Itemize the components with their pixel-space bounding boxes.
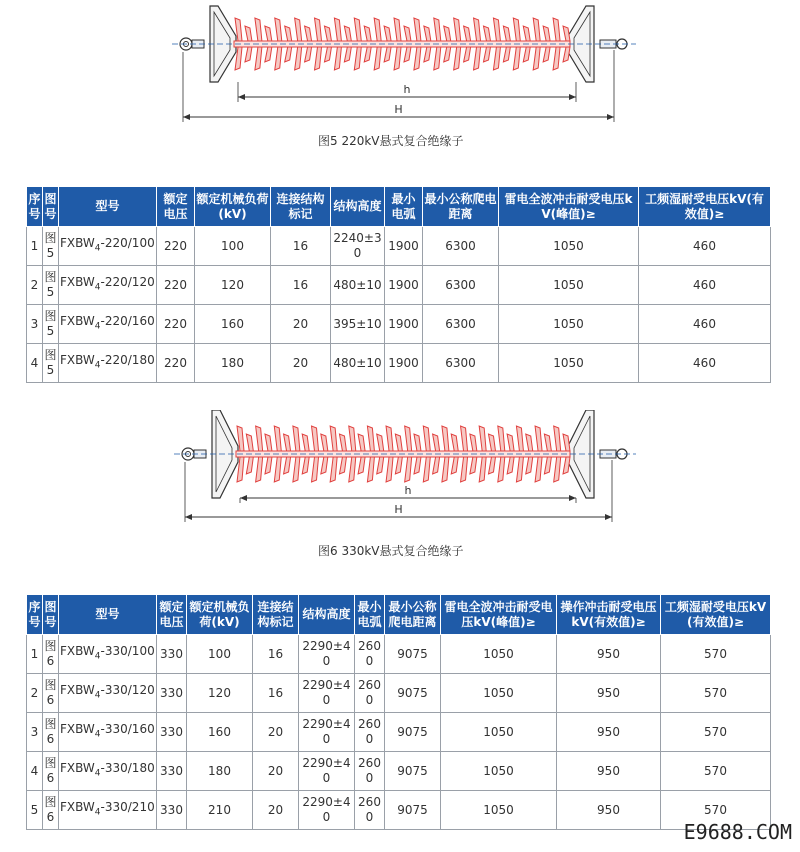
spec-table-220kv <box>26 186 771 383</box>
wet-cell: 460 <box>639 305 771 344</box>
column-header: 结构高度 <box>331 187 385 227</box>
column-header: 工频湿耐受电压kV(有效值)≥ <box>661 595 771 635</box>
column-header: 型号 <box>59 595 157 635</box>
wet-cell: 570 <box>661 752 771 791</box>
lightning-cell: 1050 <box>441 791 557 830</box>
lightning-cell: 1050 <box>441 674 557 713</box>
height-cell: 2290±40 <box>299 791 355 830</box>
model-prefix: FXBW <box>60 235 95 250</box>
creep-cell: 9075 <box>385 713 441 752</box>
switching-cell: 950 <box>557 791 661 830</box>
column-header: 额定电压 <box>157 187 195 227</box>
no-cell: 3 <box>27 305 43 344</box>
conn-cell: 20 <box>253 752 299 791</box>
model-subscript: 4 <box>94 243 101 254</box>
column-header: 额定机械负荷(kV) <box>187 595 253 635</box>
model-prefix: FXBW <box>60 274 95 289</box>
table-row <box>27 752 771 791</box>
conn-cell: 20 <box>253 791 299 830</box>
height-cell: 2290±40 <box>299 674 355 713</box>
load-cell: 210 <box>187 791 253 830</box>
height-cell: 2290±40 <box>299 713 355 752</box>
model-suffix: -330/210 <box>100 799 155 814</box>
model-suffix: -220/160 <box>100 313 155 328</box>
conn-cell: 16 <box>253 635 299 674</box>
height-cell: 2290±40 <box>299 635 355 674</box>
voltage-cell: 330 <box>157 674 187 713</box>
column-header: 雷电全波冲击耐受电压kV(峰值)≥ <box>499 187 639 227</box>
load-cell: 100 <box>187 635 253 674</box>
voltage-cell: 330 <box>157 713 187 752</box>
column-header: 最小电弧 <box>355 595 385 635</box>
arc-cell: 1900 <box>385 305 423 344</box>
lightning-cell: 1050 <box>499 227 639 266</box>
lightning-cell: 1050 <box>499 305 639 344</box>
model-subscript: 4 <box>94 321 101 332</box>
column-header: 结构高度 <box>299 595 355 635</box>
model-subscript: 4 <box>94 651 101 662</box>
no-cell: 1 <box>27 635 43 674</box>
switching-cell: 950 <box>557 713 661 752</box>
model-subscript: 4 <box>94 360 101 371</box>
wet-cell: 570 <box>661 674 771 713</box>
no-cell: 3 <box>27 713 43 752</box>
fig-cell: 图6 <box>43 752 59 791</box>
wet-cell: 460 <box>639 227 771 266</box>
conn-cell: 20 <box>271 305 331 344</box>
load-cell: 100 <box>195 227 271 266</box>
table-row <box>27 674 771 713</box>
table-row <box>27 266 771 305</box>
column-header: 型号 <box>59 187 157 227</box>
conn-cell: 16 <box>253 674 299 713</box>
load-cell: 180 <box>195 344 271 383</box>
model-suffix: -330/160 <box>100 721 155 736</box>
model-subscript: 4 <box>94 807 101 818</box>
arc-cell: 1900 <box>385 344 423 383</box>
lightning-cell: 1050 <box>499 266 639 305</box>
table-row <box>27 635 771 674</box>
column-header: 连接结构标记 <box>271 187 331 227</box>
table-row <box>27 713 771 752</box>
column-header: 最小公称爬电距离 <box>385 595 441 635</box>
wet-cell: 460 <box>639 266 771 305</box>
fig-cell: 图6 <box>43 635 59 674</box>
arc-cell: 2600 <box>355 635 385 674</box>
fig-cell: 图5 <box>43 227 59 266</box>
arc-cell: 1900 <box>385 266 423 305</box>
fig-cell: 图6 <box>43 713 59 752</box>
model-prefix: FXBW <box>60 760 95 775</box>
spec-table-330kv <box>26 594 771 830</box>
model-prefix: FXBW <box>60 721 95 736</box>
creep-cell: 6300 <box>423 227 499 266</box>
arc-cell: 2600 <box>355 713 385 752</box>
dimension-H-label: H <box>394 103 403 116</box>
wet-cell: 570 <box>661 635 771 674</box>
no-cell: 5 <box>27 791 43 830</box>
model-cell <box>59 305 157 344</box>
lightning-cell: 1050 <box>499 344 639 383</box>
table-row <box>27 791 771 830</box>
height-cell: 2240±30 <box>331 227 385 266</box>
model-suffix: -220/120 <box>100 274 155 289</box>
fig-cell: 图5 <box>43 344 59 383</box>
conn-cell: 20 <box>253 713 299 752</box>
column-header: 额定机械负荷(kV) <box>195 187 271 227</box>
insulator-diagram-220kv <box>0 0 800 125</box>
no-cell: 2 <box>27 674 43 713</box>
voltage-cell: 330 <box>157 752 187 791</box>
load-cell: 120 <box>187 674 253 713</box>
model-suffix: -220/180 <box>100 352 155 367</box>
arc-cell: 1900 <box>385 227 423 266</box>
table-row <box>27 227 771 266</box>
model-cell <box>59 713 157 752</box>
switching-cell: 950 <box>557 635 661 674</box>
arc-cell: 2600 <box>355 791 385 830</box>
model-subscript: 4 <box>94 282 101 293</box>
creep-cell: 9075 <box>385 791 441 830</box>
no-cell: 1 <box>27 227 43 266</box>
creep-cell: 6300 <box>423 344 499 383</box>
model-suffix: -330/100 <box>100 643 155 658</box>
no-cell: 4 <box>27 752 43 791</box>
model-cell <box>59 266 157 305</box>
dimension-H-label: H <box>394 503 403 516</box>
creep-cell: 9075 <box>385 752 441 791</box>
height-cell: 2290±40 <box>299 752 355 791</box>
voltage-cell: 330 <box>157 635 187 674</box>
model-prefix: FXBW <box>60 313 95 328</box>
insulator-drawing <box>0 410 800 540</box>
column-header: 最小电弧 <box>385 187 423 227</box>
conn-cell: 20 <box>271 344 331 383</box>
table-row <box>27 344 771 383</box>
load-cell: 120 <box>195 266 271 305</box>
column-header: 额定电压 <box>157 595 187 635</box>
dimension-h-label: h <box>404 484 412 497</box>
wet-cell: 570 <box>661 791 771 830</box>
model-suffix: -330/180 <box>100 760 155 775</box>
model-prefix: FXBW <box>60 352 95 367</box>
insulator-diagram-330kv <box>0 410 800 540</box>
height-cell: 480±10 <box>331 266 385 305</box>
lightning-cell: 1050 <box>441 635 557 674</box>
creep-cell: 6300 <box>423 305 499 344</box>
column-header: 序号 <box>27 187 43 227</box>
model-suffix: -330/120 <box>100 682 155 697</box>
model-prefix: FXBW <box>60 799 95 814</box>
model-prefix: FXBW <box>60 643 95 658</box>
wet-cell: 570 <box>661 713 771 752</box>
fig-cell: 图5 <box>43 305 59 344</box>
conn-cell: 16 <box>271 266 331 305</box>
creep-cell: 9075 <box>385 674 441 713</box>
column-header: 连接结构标记 <box>253 595 299 635</box>
arc-cell: 2600 <box>355 752 385 791</box>
model-cell <box>59 344 157 383</box>
creep-cell: 6300 <box>423 266 499 305</box>
fig-cell: 图6 <box>43 674 59 713</box>
model-cell <box>59 752 157 791</box>
voltage-cell: 220 <box>157 305 195 344</box>
table-row <box>27 305 771 344</box>
model-cell <box>59 791 157 830</box>
load-cell: 160 <box>195 305 271 344</box>
insulator-drawing <box>0 0 800 125</box>
height-cell: 480±10 <box>331 344 385 383</box>
column-header: 图号 <box>43 187 59 227</box>
voltage-cell: 330 <box>157 791 187 830</box>
voltage-cell: 220 <box>157 227 195 266</box>
model-subscript: 4 <box>94 729 101 740</box>
model-subscript: 4 <box>94 690 101 701</box>
column-header: 图号 <box>43 595 59 635</box>
column-header: 工频湿耐受电压kV(有效值)≥ <box>639 187 771 227</box>
figure6-caption: 图6 330kV悬式复合绝缘子 <box>318 544 464 558</box>
load-cell: 160 <box>187 713 253 752</box>
column-header: 序号 <box>27 595 43 635</box>
voltage-cell: 220 <box>157 266 195 305</box>
lightning-cell: 1050 <box>441 713 557 752</box>
switching-cell: 950 <box>557 752 661 791</box>
model-cell <box>59 227 157 266</box>
load-cell: 180 <box>187 752 253 791</box>
height-cell: 395±10 <box>331 305 385 344</box>
model-cell <box>59 635 157 674</box>
dimension-h-label: h <box>403 83 411 96</box>
watermark: E9688.COM <box>683 820 792 844</box>
column-header: 最小公称爬电距离 <box>423 187 499 227</box>
model-prefix: FXBW <box>60 682 95 697</box>
model-suffix: -220/100 <box>100 235 155 250</box>
conn-cell: 16 <box>271 227 331 266</box>
model-subscript: 4 <box>94 768 101 779</box>
wet-cell: 460 <box>639 344 771 383</box>
no-cell: 4 <box>27 344 43 383</box>
fig-cell: 图5 <box>43 266 59 305</box>
voltage-cell: 220 <box>157 344 195 383</box>
arc-cell: 2600 <box>355 674 385 713</box>
figure5-caption: 图5 220kV悬式复合绝缘子 <box>318 134 464 148</box>
fig-cell: 图6 <box>43 791 59 830</box>
no-cell: 2 <box>27 266 43 305</box>
column-header: 操作冲击耐受电压kV(有效值)≥ <box>557 595 661 635</box>
lightning-cell: 1050 <box>441 752 557 791</box>
model-cell <box>59 674 157 713</box>
switching-cell: 950 <box>557 674 661 713</box>
column-header: 雷电全波冲击耐受电压kV(峰值)≥ <box>441 595 557 635</box>
creep-cell: 9075 <box>385 635 441 674</box>
